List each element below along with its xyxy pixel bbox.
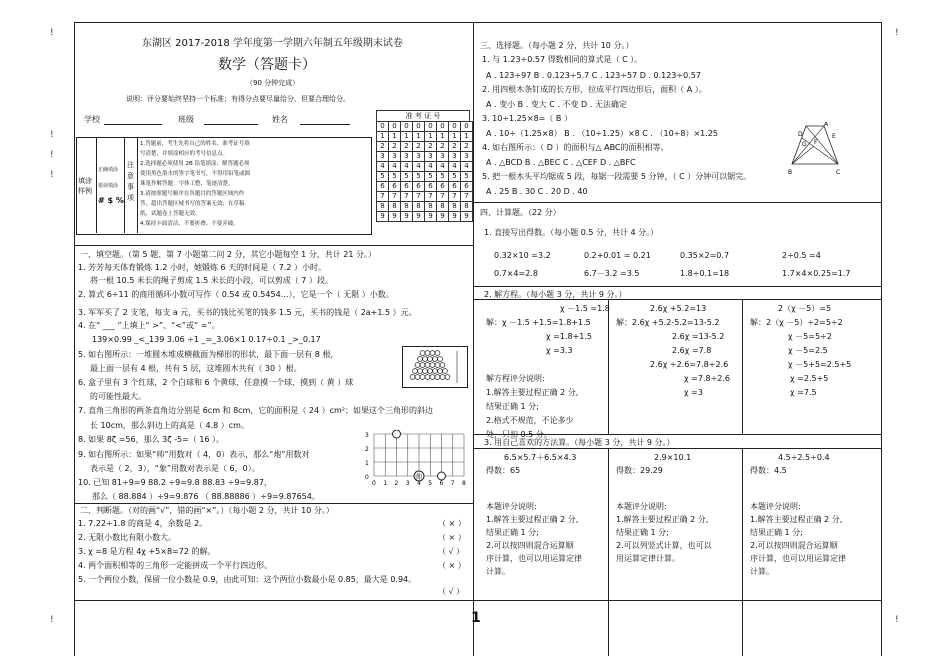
ticket-digit-cell[interactable]: 2 xyxy=(377,142,389,152)
frame-middle xyxy=(473,22,474,656)
ticket-digit-cell[interactable]: 4 xyxy=(461,162,473,172)
equation-step: χ －5+5=2.5+5 xyxy=(788,360,852,369)
log-circle xyxy=(418,357,423,362)
equation-step: 2.6χ =7.8 xyxy=(672,346,712,355)
ticket-digit-cell[interactable]: 4 xyxy=(401,162,413,172)
ticket-digit-cell[interactable]: 8 xyxy=(461,202,473,212)
margin-mark: ! xyxy=(895,28,899,38)
note-line: 珠笔作解答题：字体工整、笔迹清楚。 xyxy=(140,181,234,187)
calc-line: 得数：65 xyxy=(486,466,521,475)
log-circle xyxy=(435,375,440,380)
mental-calc-item: 0.2+0.01 = 0.21 xyxy=(584,251,651,260)
section1-line: 10. 已知 81÷9=9 88.2 ÷9=9.8 88.83 ÷9=9.87， xyxy=(78,478,272,487)
log-circle xyxy=(440,375,445,380)
ticket-digit-cell[interactable]: 9 xyxy=(413,212,425,222)
ticket-digit-cell[interactable]: 6 xyxy=(437,182,449,192)
equation-step: χ －5=2.5 xyxy=(788,346,828,355)
log-circle xyxy=(440,363,445,368)
ticket-digit-cell[interactable]: 0 xyxy=(437,122,449,132)
grid-col-label: 3 xyxy=(405,480,410,486)
calc-line: 1.解答主要过程正确 2 分, xyxy=(486,515,579,524)
section3-line: A . △BCD B . △BEC C . △CEF D . △BFC xyxy=(486,158,636,167)
ticket-digit-cell[interactable]: 2 xyxy=(449,142,461,152)
log-circle xyxy=(418,369,423,374)
class-field[interactable] xyxy=(204,124,258,125)
equation-step: 解：2.6χ +5.2-5.2=13-5.2 xyxy=(616,318,720,327)
section1-title: 一、填空题。（第 5 题、第 7 小题第二问 2 分，其它小题每空 1 分，共计 21 分。） xyxy=(80,250,376,259)
section1-line: 2. 算式 6÷11 的商用循环小数可写作（ 0.54 或 0.5454…），它是一个（ 无限 ）小数。 xyxy=(78,290,394,299)
ticket-digit-cell[interactable]: 7 xyxy=(425,192,437,202)
ticket-digit-cell[interactable]: 6 xyxy=(425,182,437,192)
section3-line: A . 10÷（1.25×8） B . （10÷1.25）×8 C . （10÷8）×1.25 xyxy=(486,129,718,138)
ticket-digit-cell[interactable]: 0 xyxy=(377,122,389,132)
log-circle xyxy=(423,369,428,374)
triangle-label: E xyxy=(832,133,836,140)
grid-row-label: 1 xyxy=(365,460,369,467)
calc-line: 本题评分说明: xyxy=(616,502,667,511)
ticket-digit-cell[interactable]: 2 xyxy=(461,142,473,152)
ticket-digit-cell[interactable]: 3 xyxy=(413,152,425,162)
log-circle xyxy=(415,363,420,368)
frame-right xyxy=(881,22,882,656)
calc-line: 4.5÷2.5÷0.4 xyxy=(778,453,830,462)
judge-answer: （ × ） xyxy=(438,519,466,528)
ticket-digit-cell[interactable]: 3 xyxy=(377,152,389,162)
equation-step: 2.格式不规范，不论多少 xyxy=(486,416,574,425)
ticket-digit-cell[interactable]: 9 xyxy=(389,212,401,222)
ticket-digit-cell[interactable]: 4 xyxy=(449,162,461,172)
section3-line: 2. 用四根木条钉成的长方形，拉成平行四边形后，面积（ A ）。 xyxy=(482,85,707,94)
equation-step: 解方程评分说明: xyxy=(486,374,545,383)
note-line: 3.请按照题号顺序在各题目的答题区域内作 xyxy=(140,191,245,197)
calc-line: 序计算，也可以用运算定律 xyxy=(486,554,582,563)
log-circle xyxy=(445,375,450,380)
ticket-digit-cell[interactable]: 3 xyxy=(425,152,437,162)
section1-line: 那么（ 88.884 ）÷9=9.876 （ 88.88886 ）÷9=9.87654。 xyxy=(92,492,320,501)
ticket-digit-cell[interactable]: 9 xyxy=(437,212,449,222)
ticket-digit-cell[interactable]: 8 xyxy=(413,202,425,212)
ticket-digit-cell[interactable]: 4 xyxy=(389,162,401,172)
triangle-label: C xyxy=(836,169,841,176)
ticket-digit-cell[interactable]: 0 xyxy=(425,122,437,132)
fill-label-1: 填涂 xyxy=(78,177,92,185)
ticket-digit-cell[interactable]: 8 xyxy=(389,202,401,212)
chess-grid-figure xyxy=(364,430,470,490)
calc-line: 本题评分说明: xyxy=(486,502,537,511)
section1-line: 139×0.99 _<_139 3.06 ÷1 _=_3.06×1 0.17÷0.1 _>_0.17 xyxy=(92,335,321,344)
log-circle xyxy=(430,375,435,380)
ticket-digit-cell[interactable]: 6 xyxy=(449,182,461,192)
ticket-digit-cell[interactable]: 9 xyxy=(425,212,437,222)
ticket-digit-cell[interactable]: 1 xyxy=(437,132,449,142)
ticket-digit-cell[interactable]: 8 xyxy=(437,202,449,212)
equation-step: χ =7.5 xyxy=(790,388,817,397)
mental-calc-item: 2÷0.5 =4 xyxy=(782,251,821,260)
margin-mark: ! xyxy=(50,28,54,38)
xiang-piece xyxy=(438,472,446,480)
calc-line: 6.5×5.7＋6.5×4.3 xyxy=(504,453,577,462)
ticket-digit-cell[interactable]: 2 xyxy=(413,142,425,152)
grid-col-label: 0 xyxy=(372,480,376,486)
ticket-digit-cell[interactable]: 3 xyxy=(389,152,401,162)
log-circle xyxy=(435,351,440,356)
ticket-digit-cell[interactable]: 1 xyxy=(461,132,473,142)
calc-line: 得数：29.29 xyxy=(616,466,663,475)
log-circle xyxy=(435,363,440,368)
margin-mark: ! xyxy=(50,150,54,160)
divider xyxy=(74,503,474,504)
note-line: 4.保持卡面清洁，不要折叠、不要弄破。 xyxy=(140,221,239,227)
ticket-digit-cell[interactable]: 0 xyxy=(461,122,473,132)
exam-time: （90 分钟完成） xyxy=(246,79,300,87)
equation-step: 解：2（χ －5）÷2=5÷2 xyxy=(750,318,843,327)
ticket-digit-cell[interactable]: 8 xyxy=(401,202,413,212)
ticket-digit-cell[interactable]: 6 xyxy=(413,182,425,192)
ticket-digit-cell[interactable]: 9 xyxy=(461,212,473,222)
equation-step: χ =7.8÷2.6 xyxy=(684,374,731,383)
ticket-digit-cell[interactable]: 0 xyxy=(389,122,401,132)
note-line: 答，超出答题区域书写的答案无效；在草稿 xyxy=(140,201,245,207)
exam-subject: 数学（答题卡） xyxy=(218,57,316,73)
ticket-digit-cell[interactable]: 5 xyxy=(425,172,437,182)
log-circle xyxy=(443,369,448,374)
page-number: 1 xyxy=(471,610,481,626)
section4-title: 四、计算题。（22 分） xyxy=(480,208,561,217)
grid-col-label: 8 xyxy=(462,480,466,486)
class-label: 班级 xyxy=(178,115,194,124)
ticket-digit-cell[interactable]: 3 xyxy=(449,152,461,162)
calc-line: 得数：4.5 xyxy=(750,466,787,475)
mental-calc-item: 0.7×4=2.8 xyxy=(494,269,538,278)
calc-line: 用运算定律计算。 xyxy=(616,554,680,563)
margin-mark: ! xyxy=(895,615,899,625)
equation-step: 2.6χ +5.2=13 xyxy=(650,304,707,313)
log-circle xyxy=(433,369,438,374)
judge-question: 4. 两个面积相等的三角形一定能拼成一个平行四边形。 xyxy=(78,561,273,570)
log-circle xyxy=(410,375,415,380)
ticket-digit-cell[interactable]: 5 xyxy=(449,172,461,182)
ticket-digit-cell[interactable]: 4 xyxy=(425,162,437,172)
section3-line: A . 变小 B . 变大 C . 不变 D . 无法确定 xyxy=(486,100,627,109)
mental-calc-item: 0.32×10 =3.2 xyxy=(494,251,551,260)
wrong-fill-marks: # $ % xyxy=(98,196,124,205)
log-circle xyxy=(433,357,438,362)
judge-answer: （ √ ） xyxy=(438,547,465,556)
svg-text:帅: 帅 xyxy=(415,473,422,481)
grid-col-label: 6 xyxy=(439,480,444,486)
grid-col-label: 2 xyxy=(394,480,399,486)
grid-col-label: 4 xyxy=(417,480,421,486)
ticket-digit-cell[interactable]: 9 xyxy=(449,212,461,222)
equation-step: 2.6χ ÷2.6=7.8÷2.6 xyxy=(650,360,729,369)
frame-bottom xyxy=(74,600,882,601)
calc-line: 结果正确 1 分; xyxy=(616,528,669,537)
equation-step: 解：χ －1.5 +1.5=1.8+1.5 xyxy=(486,318,591,327)
log-circle xyxy=(420,351,425,356)
triangle-label: G xyxy=(802,141,807,148)
frame-top xyxy=(74,22,882,23)
mental-calc-item: 6.7－3.2 =3.5 xyxy=(584,269,640,278)
exam-instruction: 说明：评分要始终坚持一个标准；有得分点要尽量给分，但要合理给分。 xyxy=(126,95,350,103)
ticket-digit-cell[interactable]: 9 xyxy=(401,212,413,222)
pao-piece xyxy=(393,430,401,438)
ticket-digit-cell[interactable]: 2 xyxy=(437,142,449,152)
ticket-digit-cell[interactable]: 7 xyxy=(413,192,425,202)
notes-title: 注意事项 xyxy=(127,161,134,202)
judge-answer: （ × ） xyxy=(438,561,466,570)
section3-line: 4. 如右图所示：（ D ）的面积与△ ABC的面积相等。 xyxy=(482,143,669,152)
log-circle xyxy=(425,363,430,368)
section1-line: 6. 盒子里有 3 个红球，2 个白球和 6 个黄球，任意摸一个球，摸到（ 黄 ）球 xyxy=(78,378,354,387)
log-circle xyxy=(413,369,418,374)
grid-row-label: 0 xyxy=(365,474,369,481)
ticket-digit-cell[interactable]: 6 xyxy=(401,182,413,192)
log-circle xyxy=(420,375,425,380)
judge-question: 1. 7.22÷1.8 的商是 4，余数是 2。 xyxy=(78,519,208,528)
school-label: 学校 xyxy=(84,115,100,124)
equation-step: χ =3 xyxy=(684,388,703,397)
note-line: 纸、试题卷上答题无效。 xyxy=(140,211,201,217)
log-circle xyxy=(420,363,425,368)
frame-left xyxy=(74,22,75,656)
mental-calc-item: 0.35×2=0.7 xyxy=(680,251,730,260)
equation-step: χ －5=5÷2 xyxy=(788,332,832,341)
log-circle xyxy=(425,375,430,380)
note-line: 2.选择题必须使用 2B 铅笔填涂；解答题必须 xyxy=(140,161,250,167)
section3-line: A . 25 B . 30 C . 20 D . 40 xyxy=(486,187,588,196)
ticket-digit-cell[interactable]: 1 xyxy=(413,132,425,142)
margin-mark: ! xyxy=(50,130,54,140)
equation-step: 2.6χ =13-5.2 xyxy=(672,332,725,341)
ticket-digit-cell[interactable]: 9 xyxy=(377,212,389,222)
section3-title: 三、选择题。（每小题 2 分，共计 10 分。） xyxy=(480,41,634,50)
section1-line: 的可能性最大。 xyxy=(90,392,146,401)
section3-line: 3. 10÷1.25×8=（ B ） xyxy=(482,114,572,123)
calc-line: 1.解答主要过程正确 2 分, xyxy=(750,515,843,524)
ticket-digit-cell[interactable]: 5 xyxy=(461,172,473,182)
ticket-digit-cell[interactable]: 1 xyxy=(401,132,413,142)
log-circle xyxy=(428,369,433,374)
triangle-label: B xyxy=(788,169,793,176)
calc-line: 计算。 xyxy=(486,567,510,576)
section1-line: 3. 军军买了 2 支笔，每支 a 元，买书的钱比买笔的钱多 1.5 元，买书的钱是（ 2a+1.5 ）元。 xyxy=(78,308,417,317)
log-circle xyxy=(438,369,443,374)
section1-line: 7. 直角三角形的两条直角边分别是 6cm 和 8cm，它的面积是（ 24 ）cm²；如果这个三角形的斜边 xyxy=(78,406,434,415)
ticket-digit-cell[interactable]: 5 xyxy=(389,172,401,182)
note-line: 写清楚，并填涂相应的考号信息点。 xyxy=(140,151,229,157)
ticket-digit-cell[interactable]: 6 xyxy=(377,182,389,192)
equation-step: χ =2.5+5 xyxy=(790,374,829,383)
ticket-digit-cell[interactable]: 8 xyxy=(449,202,461,212)
ticket-digit-grid[interactable] xyxy=(376,121,473,222)
calc-line: 本题评分说明: xyxy=(750,502,801,511)
log-circle xyxy=(430,351,435,356)
section1-line: 9. 如右图所示：如果“帅”用数对（ 4，0）表示，那么“炮”用数对 xyxy=(78,450,310,459)
log-circle xyxy=(430,363,435,368)
correct-fill-label: 正确填涂 xyxy=(98,167,119,173)
section3-line: 1. 与 1.23÷0.57 得数相同的算式是（ C ）。 xyxy=(482,55,643,64)
part1-title: 1. 直接写出得数。（每小题 0.5 分，共计 4 分。） xyxy=(484,228,659,237)
calc-line: 2.可以按四则混合运算顺 xyxy=(750,541,838,550)
ticket-label: 准 考 证 号 xyxy=(376,110,470,121)
ticket-digit-cell[interactable]: 6 xyxy=(389,182,401,192)
judge-question: 2. 无限小数比有限小数大。 xyxy=(78,533,177,542)
ticket-digit-cell[interactable]: 8 xyxy=(377,202,389,212)
ticket-digit-cell[interactable]: 7 xyxy=(461,192,473,202)
ticket-digit-cell[interactable]: 2 xyxy=(425,142,437,152)
equation-step: χ =1.8+1.5 xyxy=(546,332,593,341)
ticket-digit-cell[interactable]: 5 xyxy=(377,172,389,182)
section1-line: 长 10cm，那么斜边上的高是（ 4.8 ）cm。 xyxy=(90,421,249,430)
equation-step: χ －1.5 =1.8 xyxy=(560,304,610,313)
grid-col-label: 7 xyxy=(450,480,455,486)
part2-title: 2. 解方程。（每小题 3 分，共计 9 分。） xyxy=(484,290,627,299)
equation-step: χ =3.3 xyxy=(546,346,573,355)
ticket-digit-cell[interactable]: 0 xyxy=(413,122,425,132)
calc-line: 序计算，也可以用运算定律 xyxy=(750,554,846,563)
exam-title: 东湖区 2017-2018 学年度第一学期六年制五年级期末试卷 xyxy=(142,38,403,49)
name-label: 姓名 xyxy=(272,115,288,124)
calc-line: 2.可以按四则混合运算顺 xyxy=(486,541,574,550)
calc-line: 结果正确 1 分; xyxy=(486,528,539,537)
divider xyxy=(74,245,474,246)
ticket-digit-cell[interactable]: 0 xyxy=(449,122,461,132)
triangle-label: F xyxy=(814,139,818,146)
grid-col-label: 1 xyxy=(383,480,388,486)
ticket-digit-cell[interactable]: 3 xyxy=(437,152,449,162)
fill-label-2: 样例 xyxy=(78,187,92,195)
ticket-digit-cell[interactable]: 5 xyxy=(437,172,449,182)
note-line: 1.答题前，考生先将自己的姓名、准考证号填 xyxy=(140,141,250,147)
equation-step: 2（χ －5）=5 xyxy=(778,304,832,313)
ticket-digit-cell[interactable]: 4 xyxy=(377,162,389,172)
divider xyxy=(474,202,882,203)
equation-step: 1.解答主要过程正确 2 分, xyxy=(486,388,579,397)
ticket-digit-cell[interactable]: 1 xyxy=(449,132,461,142)
log-circle xyxy=(438,357,443,362)
calc-line: 2.可以列竖式计算，也可以 xyxy=(616,541,712,550)
ticket-digit-cell[interactable]: 7 xyxy=(389,192,401,202)
grid-row-label: 3 xyxy=(365,432,369,439)
ticket-digit-cell[interactable]: 5 xyxy=(401,172,413,182)
equation-step: 处，只扣 0.5 分。 xyxy=(486,430,552,439)
equation-step: 结果正确 1 分; xyxy=(486,402,539,411)
section1-line: 将一根 10.5 米长的绳子剪成 1.5 米长的小段，可以剪成（ 7 ）段。 xyxy=(90,276,333,285)
name-field[interactable] xyxy=(300,124,350,125)
note-line: 使用黑色墨水的签字笔书写，不得用铅笔或圆 xyxy=(140,171,251,177)
ticket-digit-cell[interactable]: 2 xyxy=(389,142,401,152)
section3-line: 5. 把一根木头平均锯成 5 段，每锯一段需要 5 分钟，（ C ）分钟可以锯完。 xyxy=(482,172,752,181)
section1-line: 4. 在“ ___ ”上填上“ >”、“<”或“ =”。 xyxy=(78,321,220,330)
part3-title: 3. 用自己喜欢的方法算。（每小题 3 分，共计 9 分。） xyxy=(484,438,675,447)
grid-col-label: 5 xyxy=(428,480,433,486)
ticket-digit-cell[interactable]: 7 xyxy=(377,192,389,202)
calc-line: 结果正确 1 分; xyxy=(750,528,803,537)
ticket-digit-cell[interactable]: 7 xyxy=(437,192,449,202)
triangle-figure xyxy=(784,122,848,180)
ticket-digit-cell[interactable]: 3 xyxy=(401,152,413,162)
school-field[interactable] xyxy=(104,124,162,125)
mental-calc-item: 1.7×4×0.25=1.7 xyxy=(782,269,851,278)
judge-answer: （ √ ） xyxy=(438,587,465,596)
triangle-label: D xyxy=(798,131,803,138)
calc-line: 计算。 xyxy=(750,567,774,576)
ticket-digit-cell[interactable]: 8 xyxy=(425,202,437,212)
ticket-digit-cell[interactable]: 4 xyxy=(437,162,449,172)
triangle-label: A xyxy=(824,122,829,128)
ticket-digit-cell[interactable]: 7 xyxy=(449,192,461,202)
log-circle xyxy=(415,375,420,380)
judge-question: 3. χ =8 是方程 4χ +5×8=72 的解。 xyxy=(78,547,216,556)
ticket-digit-cell[interactable]: 1 xyxy=(377,132,389,142)
section1-line: 1. 芳芳每天体育锻炼 1.2 小时，她锻炼 6 天的时间是（ 7.2 ）小时。 xyxy=(78,263,326,272)
ticket-digit-cell[interactable]: 3 xyxy=(461,152,473,162)
section1-line: 表示是（ 2，3），“象”用数对表示是（ 6，0）。 xyxy=(90,464,260,473)
section1-line: 最上面一层有 4 根，共有 5 层，这堆圆木共有（ 30 ）根。 xyxy=(90,364,302,373)
section1-line: 5. 如右图所示：一堆圆木堆成横截面为梯形的形状，最下面一层有 8 根， xyxy=(78,350,339,359)
ticket-digit-cell[interactable]: 2 xyxy=(401,142,413,152)
calc-line: 1.解答主要过程正确 2 分, xyxy=(616,515,709,524)
ticket-digit-cell[interactable]: 7 xyxy=(401,192,413,202)
ticket-digit-cell[interactable]: 1 xyxy=(389,132,401,142)
judge-question: 5. 一个两位小数，保留一位小数是 0.9，由此可知：这个两位小数最小是 0.85，最大是 0.94。 xyxy=(78,575,417,584)
margin-mark: ! xyxy=(50,615,54,625)
ticket-digit-cell[interactable]: 0 xyxy=(401,122,413,132)
judge-answer: （ × ） xyxy=(438,533,466,542)
section1-line: 8. 如果 8ζ =56，那么 3ζ -5=（ 16 ）。 xyxy=(78,435,225,444)
ticket-digit-cell[interactable]: 6 xyxy=(461,182,473,192)
wrong-fill-label: 错误填涂 xyxy=(98,183,119,189)
log-circle xyxy=(428,357,433,362)
ticket-digit-cell[interactable]: 1 xyxy=(425,132,437,142)
ticket-digit-cell[interactable]: 5 xyxy=(413,172,425,182)
grid-row-label: 2 xyxy=(365,446,369,453)
section2-title: 二、判断题。（对的画“√”，错的画“×”。）（每小题 2 分，共计 10 分。） xyxy=(80,506,334,515)
calc-line: 2.9×10.1 xyxy=(654,453,692,462)
section3-line: A . 123÷97 B . 0.123÷5.7 C . 123÷57 D . 0.123÷0.57 xyxy=(486,71,701,80)
log-pile-figure xyxy=(402,346,468,388)
margin-mark: ! xyxy=(50,170,54,180)
log-circle xyxy=(423,357,428,362)
log-circle xyxy=(425,351,430,356)
ticket-digit-cell[interactable]: 4 xyxy=(413,162,425,172)
ticket-number-table xyxy=(376,110,473,222)
mental-calc-item: 1.8÷0.1=18 xyxy=(680,269,730,278)
